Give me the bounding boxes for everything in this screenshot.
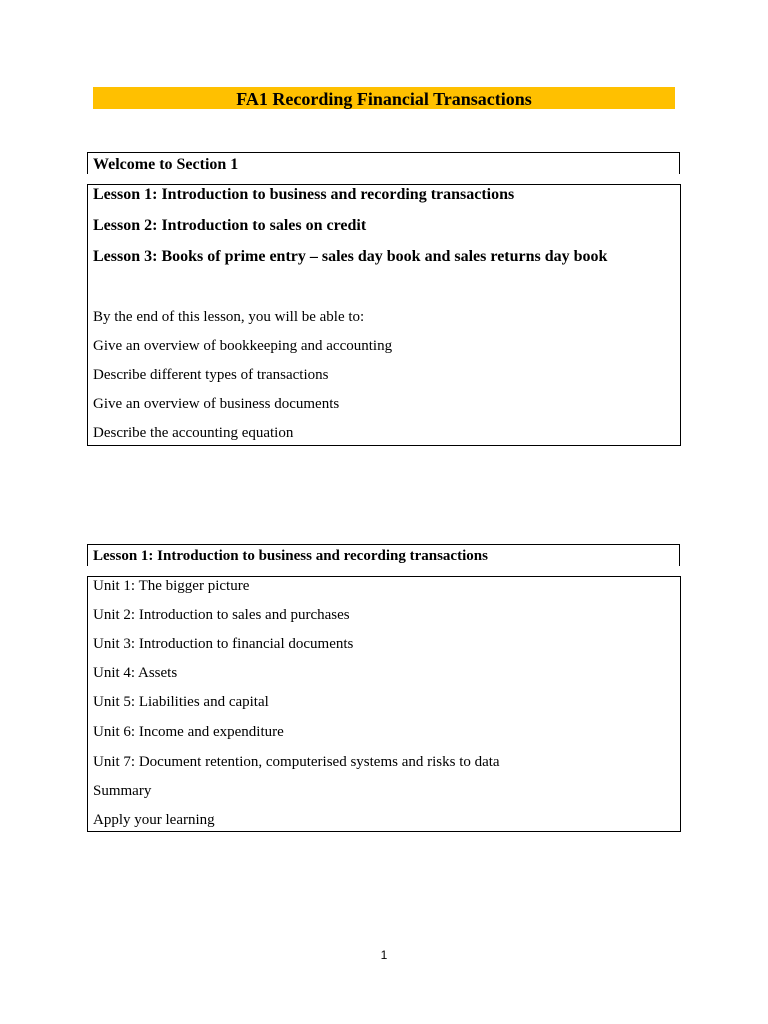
objective-item: Describe different types of transactions [93, 367, 329, 383]
objective-item: Give an overview of business documents [93, 396, 340, 412]
page-number: 1 [380, 948, 388, 962]
unit-item: Unit 6: Income and expenditure [93, 724, 284, 740]
apply-learning-item: Apply your learning [93, 812, 215, 828]
objective-item: Give an overview of bookkeeping and accounting [93, 338, 393, 354]
lesson-2-title: Lesson 2: Introduction to sales on credit [93, 217, 367, 234]
unit-item: Unit 4: Assets [93, 665, 178, 681]
unit-item: Unit 2: Introduction to sales and purchases [93, 607, 350, 623]
unit-item: Unit 1: The bigger picture [93, 578, 250, 594]
unit-item: Unit 7: Document retention, computerised systems and risks to data [93, 754, 500, 770]
lesson-header: Lesson 1: Introduction to business and recording transactions [87, 544, 680, 566]
objectives-intro: By the end of this lesson, you will be able to: [93, 309, 365, 325]
lesson-1-title: Lesson 1: Introduction to business and recording transactions [93, 186, 515, 203]
unit-item: Unit 3: Introduction to financial documents [93, 636, 354, 652]
lesson-units-box [87, 576, 681, 832]
section-header: Welcome to Section 1 [87, 152, 680, 174]
objective-item: Describe the accounting equation [93, 425, 294, 441]
summary-item: Summary [93, 783, 152, 799]
document-title: FA1 Recording Financial Transactions [93, 87, 675, 109]
unit-item: Unit 5: Liabilities and capital [93, 694, 269, 710]
lesson-3-title: Lesson 3: Books of prime entry – sales day book and sales returns day book [93, 248, 608, 265]
section-lessons-box [87, 184, 681, 446]
